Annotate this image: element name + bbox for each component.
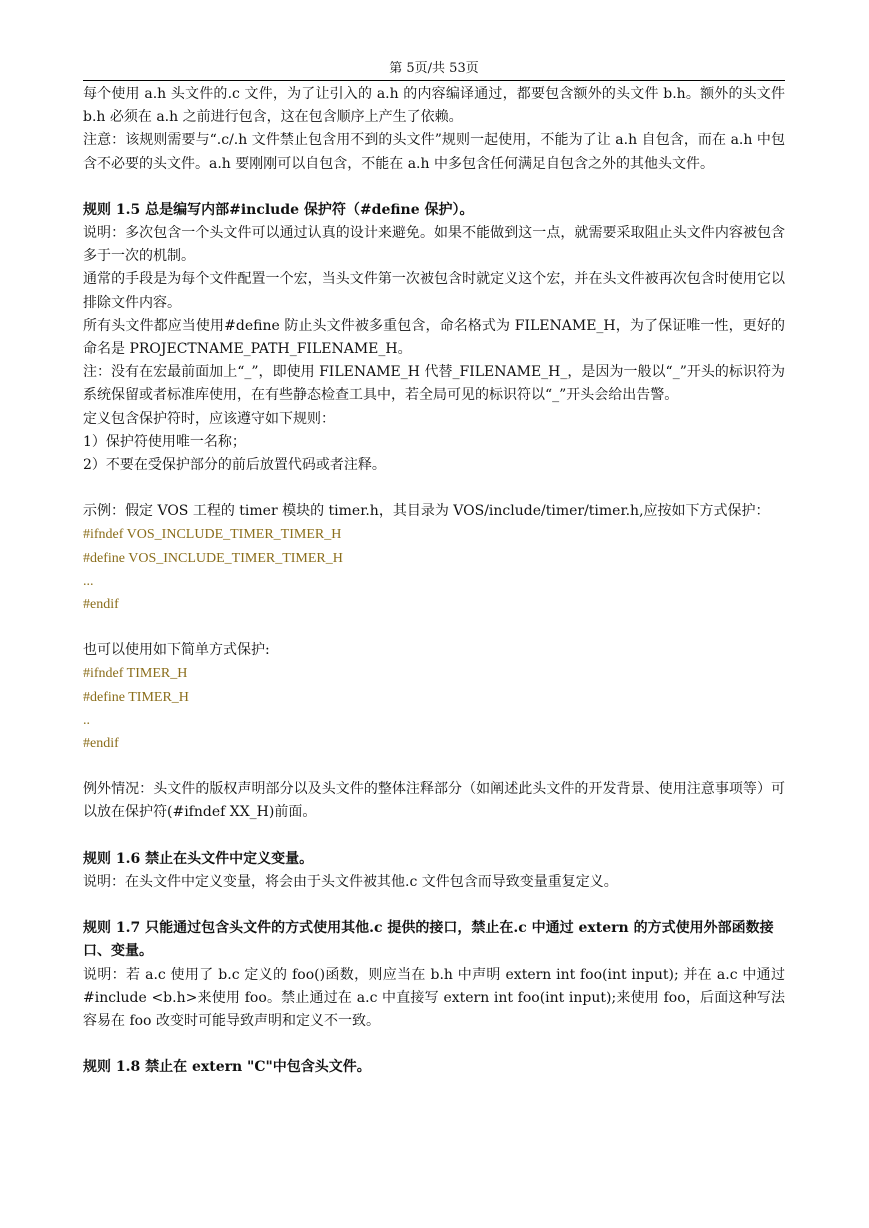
paragraph-gap xyxy=(83,825,785,848)
paragraph: 1）保护符使用唯一名称； xyxy=(83,433,246,450)
rule-heading: 规则 1.7 只能通过包含头文件的方式使用其他.c 提供的接口，禁止在.c 中通过 extern 的方式使用外部函数接口、变量。 xyxy=(83,920,774,960)
code-line: #define VOS_INCLUDE_TIMER_TIMER_H xyxy=(83,550,343,566)
code-line: #define TIMER_H xyxy=(83,689,189,705)
paragraph-gap xyxy=(83,477,785,500)
rule-heading: 规则 1.6 禁止在头文件中定义变量。 xyxy=(83,850,314,867)
paragraph: 定义包含保护符时，应该遵守如下规则： xyxy=(83,410,335,427)
header-divider xyxy=(83,80,785,81)
paragraph: 说明：在头文件中定义变量，将会由于头文件被其他.c 文件包含而导致变量重复定义。 xyxy=(83,873,618,890)
paragraph: 说明：多次包含一个头文件可以通过认真的设计来避免。如果不能做到这一点，就需要采取阻止头文件内容被包含多于一次的机制。 xyxy=(83,225,785,265)
paragraph: 2）不要在受保护部分的前后放置代码或者注释。 xyxy=(83,457,386,474)
rule-heading: 规则 1.8 禁止在 extern "C"中包含头文件。 xyxy=(83,1059,371,1076)
paragraph-gap xyxy=(83,616,785,639)
paragraph: 所有头文件都应当使用#define 防止头文件被多重包含，命名格式为 FILENAME_H，为了保证唯一性，更好的命名是 PROJECTNAME_PATH_FILENAME_H。 xyxy=(83,317,785,358)
code-line: #ifndef TIMER_H xyxy=(83,666,188,682)
code-line: #endif xyxy=(83,597,119,613)
paragraph-gap xyxy=(83,755,785,778)
paragraph-gap xyxy=(83,176,785,199)
paragraph-gap xyxy=(83,1033,785,1056)
paragraph-gap xyxy=(83,894,785,917)
paragraph: 也可以使用如下简单方式保护: xyxy=(83,642,270,659)
code-line: #ifndef VOS_INCLUDE_TIMER_TIMER_H xyxy=(83,527,342,543)
rule-heading: 规则 1.5 总是编写内部#include 保护符（#define 保护）。 xyxy=(83,201,474,218)
page-header: 第 5页/共 53页 xyxy=(389,61,479,76)
code-line: #endif xyxy=(83,736,119,752)
paragraph: 例外情况：头文件的版权声明部分以及头文件的整体注释部分（如阐述此头文件的开发背景、使用注意事项等）可以放在保护符(#ifndef XX_H)前面。 xyxy=(83,781,785,821)
paragraph: 注：没有在宏最前面加上“_”，即使用 FILENAME_H 代替_FILENAME_H_，是因为一般以“_”开头的标识符为系统保留或者标准库使用，在有些静态检查工具中，若全局可见的标识符以“_”开头会给出告警。 xyxy=(83,364,785,404)
document-body xyxy=(83,83,785,1079)
paragraph: 示例：假定 VOS 工程的 timer 模块的 timer.h，其目录为 VOS/include/timer/timer.h,应按如下方式保护： xyxy=(83,503,770,520)
paragraph: 通常的手段是为每个文件配置一个宏，当头文件第一次被包含时就定义这个宏，并在头文件被再次包含时使用它以排除文件内容。 xyxy=(83,271,785,311)
code-line: .. xyxy=(83,712,90,728)
paragraph: 注意：该规则需要与“.c/.h 文件禁止包含用不到的头文件”规则一起使用，不能为了让 a.h 自包含，而在 a.h 中包含不必要的头文件。a.h 要刚刚可以自包含，不能在 a.h 中多包含任何满足自包含之外的其他头文件。 xyxy=(83,132,785,172)
paragraph: 每个使用 a.h 头文件的.c 文件，为了让引入的 a.h 的内容编译通过，都要包含额外的头文件 b.h。额外的头文件 b.h 必须在 a.h 之前进行包含，这在包含顺序上产生了依赖。 xyxy=(83,86,785,126)
code-line: ... xyxy=(83,573,94,589)
paragraph: 说明：若 a.c 使用了 b.c 定义的 foo()函数，则应当在 b.h 中声明 extern int foo(int input); 并在 a.c 中通过#include <b.h>来使用 foo。禁止通过在 a.c 中直接写 extern int foo(int input);来使用 foo，后面这种写法容易在 foo 改变时可能导致声明和定义不一致。 xyxy=(83,966,785,1029)
